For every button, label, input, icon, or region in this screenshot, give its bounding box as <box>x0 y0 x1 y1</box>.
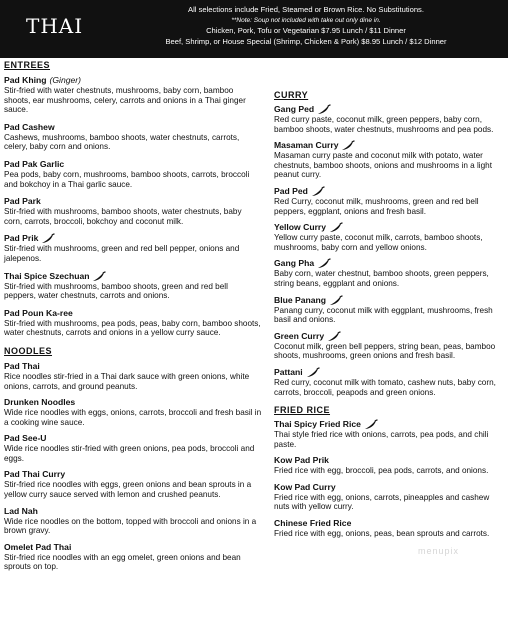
menu-item-title: Drunken Noodles <box>4 397 76 408</box>
section-title-curry: CURRY <box>274 90 309 100</box>
menu-item-name <box>4 233 262 244</box>
menu-item-name <box>4 271 262 282</box>
menu-item <box>4 196 262 226</box>
menu-item <box>4 506 262 536</box>
chili-pepper-icon <box>41 233 55 244</box>
menu-item-description: Red curry, coconut milk with tomato, cashew nuts, baby corn, carrots, broccoli, peapods and green onions. <box>274 377 496 397</box>
menu-item-title: Chinese Fried Rice <box>274 518 352 529</box>
menu-item <box>4 397 262 427</box>
menu-item-description: Fried rice with egg, broccoli, pea pods, carrots, and onions. <box>274 466 489 476</box>
menu-item-name <box>4 308 262 319</box>
menu-item-title: Kow Pad Prik <box>274 455 329 466</box>
menu-item-name <box>274 482 506 493</box>
menu-item-name <box>274 258 506 269</box>
menu-item-title: Pad Pak Garlic <box>4 158 65 169</box>
menu-item-description: Stir-fried with water chestnuts, mushrooms, baby corn, bamboo shoots, ear mushrooms, celery, carrots and onions in a Thai ginger sauce. <box>4 86 246 115</box>
section-title-noodles: NOODLES <box>4 345 53 356</box>
menu-item-description: Pea pods, baby corn, mushrooms, bamboo shoots, carrots, broccoli and bokchoy in a Thai garlic sauce. <box>4 169 250 189</box>
menu-item-description: Stir-fried rice noodles with an egg omelet, green onions and bean sprouts on top. <box>4 552 241 572</box>
menu-item-description: Baby corn, water chestnut, bamboo shoots, green peppers, string beans, eggplant and onions. <box>274 269 489 288</box>
menu-item-name <box>274 367 506 378</box>
left-column <box>4 60 262 572</box>
chili-pepper-icon <box>329 295 343 306</box>
menu-item <box>4 361 262 391</box>
menu-item-description: Fried rice with egg, onions, peas, bean sprouts and carrots. <box>274 529 490 539</box>
menu-item-name <box>4 122 262 133</box>
menu-item-title: Green Curry <box>274 330 325 341</box>
menu-item-title: Thai Spice Szechuan <box>4 270 90 281</box>
menu-item-title: Kow Pad Curry <box>274 481 336 492</box>
menu-item-name <box>274 419 506 430</box>
menu-item-name <box>274 331 506 342</box>
curry-list <box>274 104 506 397</box>
menu-item <box>274 140 506 180</box>
chili-pepper-icon <box>317 258 331 269</box>
menu-item <box>274 455 506 476</box>
menu-item <box>4 75 262 115</box>
menu-item-title: Gang Ped <box>274 104 315 114</box>
menu-item-description: Cashews, mushrooms, bamboo shoots, water chestnuts, carrots, celery, baby corn and onions. <box>4 132 240 152</box>
menu-item-name <box>274 186 506 197</box>
menu-item-title: Thai Spicy Fried Rice <box>274 419 361 430</box>
menu-item-title: Omelet Pad Thai <box>4 541 72 552</box>
menu-item <box>4 271 262 301</box>
chili-pepper-icon <box>364 419 378 430</box>
menu-item-name <box>4 469 262 480</box>
menu-item-title: Lad Nah <box>4 505 38 516</box>
noodles-list <box>4 361 262 572</box>
menu-item-name <box>274 518 506 529</box>
menu-item-note: (Ginger) <box>49 75 82 85</box>
menu-item <box>4 159 262 189</box>
menu-item-name <box>4 75 262 86</box>
menu-item-name <box>4 196 262 207</box>
menu-item-title: Masaman Curry <box>274 140 339 151</box>
menu-item <box>4 433 262 463</box>
section-title-entrees: ENTREES <box>4 60 51 70</box>
section-title-fried-rice: FRIED RICE <box>274 405 331 416</box>
chili-pepper-icon <box>327 331 341 342</box>
menu-item-name <box>274 455 506 466</box>
menu-item-description: Masaman curry paste and coconut milk with potato, water chestnuts, bamboo shoots, onions and mushrooms in a light peanut curry. <box>274 151 493 180</box>
chili-pepper-icon <box>341 140 355 151</box>
menu-item <box>4 308 262 338</box>
menu-item-description: Stir-fried with mushrooms, pea pods, peas, baby corn, bamboo shoots, water chestnuts, carrots and onions in a yellow curry sauce. <box>4 318 261 338</box>
menu-item <box>274 419 506 449</box>
menu-item-description: Stir-fried with mushrooms, bamboo shoots, green and red bell peppers, water chestnuts, carrots and onions. <box>4 281 228 301</box>
menu-item-description: Stir-fried with mushrooms, green and red bell pepper, onions and jalepenos. <box>4 244 240 263</box>
menu-item-title: Gang Pha <box>274 258 315 269</box>
menu-item <box>274 367 506 397</box>
menu-item-description: Red Curry, coconut milk, mushrooms, green and red bell peppers, eggplant, onions and fresh basil. <box>274 196 479 216</box>
menu-item-title: Pad Poun Ka-ree <box>4 307 73 318</box>
menu-item-description: Wide rice noodles on the bottom, topped with broccoli and onions in a brown gravy. <box>4 516 257 536</box>
menu-item-name <box>4 506 262 517</box>
menu-item-title: Pad Thai <box>4 360 40 371</box>
menu-item <box>274 222 506 252</box>
menu-item-title: Pad Khing <box>4 75 47 85</box>
fried-rice-list <box>274 419 506 539</box>
menu-item-title: Pad See-U <box>4 433 47 444</box>
menu-item-description: Stir-fried rice noodles with eggs, green onions and bean sprouts in a yellow curry sauce served with lemon and crushed peanuts. <box>4 480 252 500</box>
price-line-2: Beef, Shrimp, or House Special (Shrimp, Chicken & Pork) $8.95 Lunch / $12 Dinner <box>165 36 447 46</box>
menu-item-description: Coconut milk, green bell peppers, string bean, peas, bamboo shoots, mushrooms, green onions and fresh basil. <box>274 341 496 361</box>
chili-pepper-icon <box>306 367 320 378</box>
menu-item-description: Thai style fried rice with onions, carrots, pea pods, and chili paste. <box>274 430 489 449</box>
menu-item-name <box>4 433 262 444</box>
menu-item <box>274 518 506 539</box>
menu-item-title: Yellow Curry <box>274 222 327 233</box>
menu-item-description: Fried rice with egg, onions, carrots, pineapples and cashew nuts with yellow curry. <box>274 492 490 512</box>
chili-pepper-icon <box>329 222 343 233</box>
price-line-1: Chicken, Pork, Tofu or Vegetarian $7.95 Lunch / $11 Dinner <box>206 26 406 35</box>
menu-item <box>274 186 506 216</box>
menu-item <box>274 295 506 325</box>
menu-item-name <box>4 159 262 170</box>
menu-item-description: Panang curry, coconut milk with eggplant, mushrooms, fresh basil and onions. <box>274 305 493 325</box>
menu-item-title: Pad Cashew <box>4 121 55 132</box>
chili-pepper-icon <box>92 271 106 282</box>
menu-item-name <box>274 222 506 233</box>
menu-item <box>4 469 262 499</box>
menu-item-title: Pad Ped <box>274 185 308 196</box>
right-column <box>274 60 506 539</box>
menu-item-title: Blue Panang <box>274 294 327 305</box>
watermark: menupix <box>418 546 460 556</box>
menu-item-description: Yellow curry paste, coconut milk, carrots, bamboo shoots, mushrooms, baby corn and yellow onions. <box>274 233 483 252</box>
menu-item-name <box>4 397 262 408</box>
menu-item <box>274 258 506 288</box>
header-notes <box>108 5 504 47</box>
menu-item-name <box>274 104 506 115</box>
menu-item <box>4 122 262 152</box>
entrees-list <box>4 75 262 338</box>
soup-note: **Note: Soup not included with take out only dine in. <box>231 16 381 24</box>
restaurant-logo: THAI <box>26 14 84 38</box>
menu-item-name <box>274 295 506 306</box>
menu-item-title: Pad Park <box>4 196 41 207</box>
menu-item <box>4 542 262 572</box>
chili-pepper-icon <box>311 186 325 197</box>
menu-item <box>274 104 506 134</box>
chili-pepper-icon <box>317 104 331 115</box>
menu-item-name <box>4 361 262 372</box>
menu-item <box>4 233 262 263</box>
menu-item-description: Rice noodles stir-fried in a Thai dark sauce with green onions, white onions, carrots, and ground peanuts. <box>4 371 250 391</box>
header-banner <box>0 0 508 58</box>
menu-item-name <box>4 542 262 553</box>
menu-item-description: Wide rice noodles with eggs, onions, carrots, broccoli and fresh basil in a cooking wine sauce. <box>4 408 262 427</box>
menu-item <box>274 482 506 512</box>
menu-item-title: Pattani <box>274 366 303 377</box>
menu-item-description: Wide rice noodles stir-fried with green onions, pea pods, broccoli and eggs. <box>4 444 255 463</box>
menu-item-title: Pad Thai Curry <box>4 469 66 480</box>
rice-note: All selections include Fried, Steamed or Brown Rice. No Substitutions. <box>188 5 424 14</box>
menu-item <box>274 331 506 361</box>
menu-item-title: Pad Prik <box>4 233 39 244</box>
menu-item-description: Red curry paste, coconut milk, green peppers, baby corn, bamboo shoots, water chestnuts, mushrooms and pea pods. <box>274 115 494 134</box>
menu-item-description: Stir-fried with mushrooms, bamboo shoots, water chestnuts, baby corn, carrots, broccoli, bokchoy and coconut milk. <box>4 207 242 226</box>
menu-item-name <box>274 140 506 151</box>
